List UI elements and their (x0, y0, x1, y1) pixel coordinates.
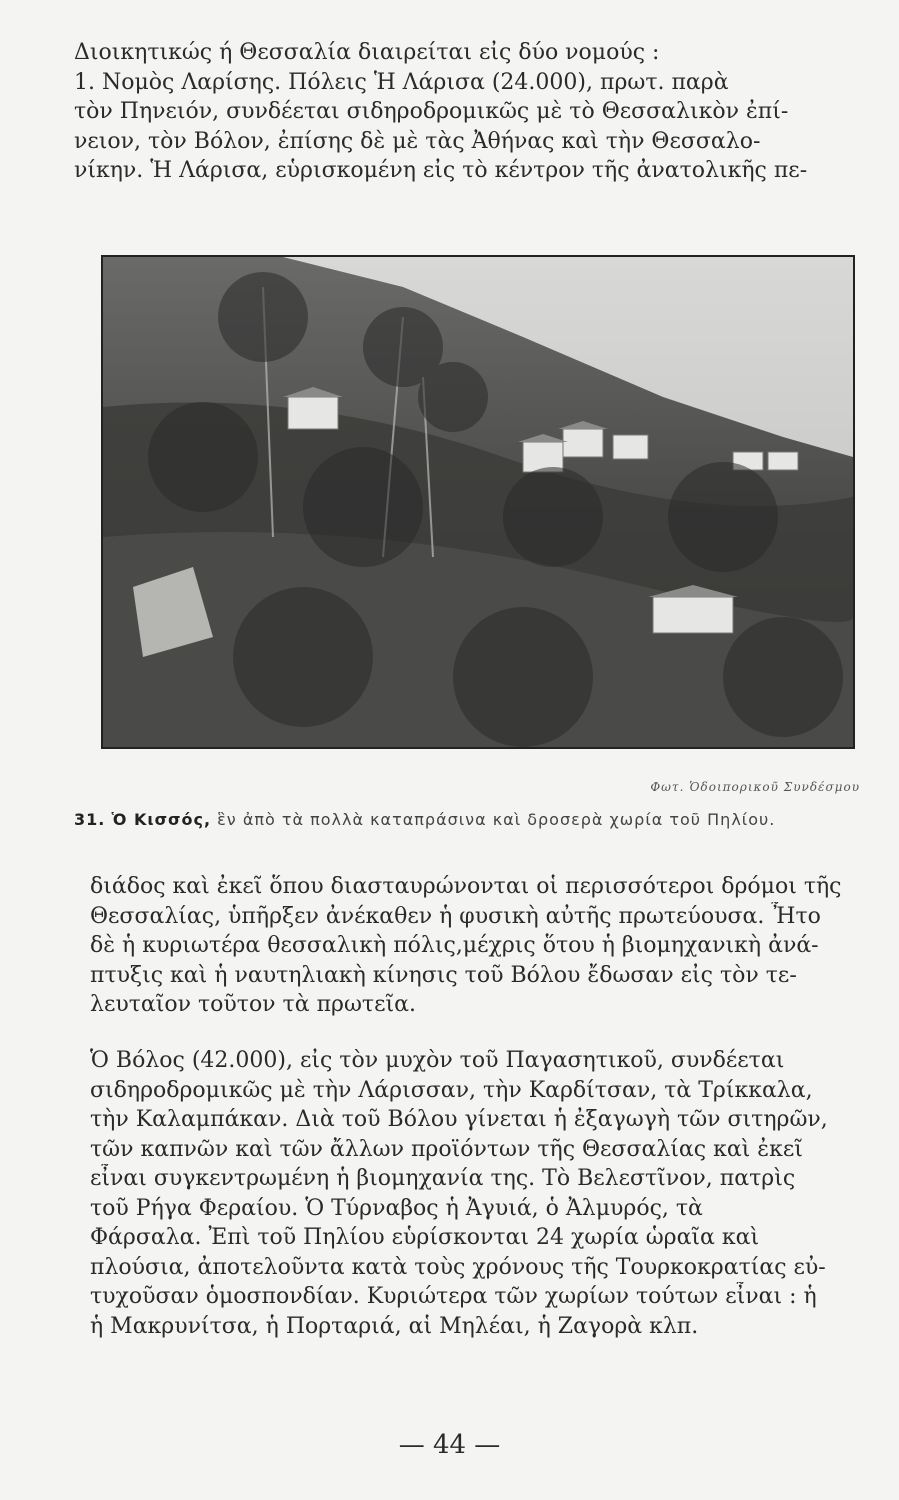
figure-number: 31. (74, 810, 106, 829)
text-line: Διοικητικώς ή Θεσσαλία διαιρείται εἰς δύο νομούς : (74, 40, 660, 65)
text-line: πλούσια, ἀποτελοῦντα κατὰ τοὺς χρόνους τῆς Τουρκοκρατίας εὐ- (90, 1254, 826, 1280)
photo-credit: Φωτ. Ὁδοιπορικοῦ Συνδέσμου (650, 780, 860, 794)
text-line: σιδηροδρομικῶς μὲ τὴν Λάρισσαν, τὴν Καρδίτσαν, τὰ Τρίκκαλα, (90, 1077, 813, 1103)
figure-text: ἓν ἀπὸ τὰ πολλὰ καταπράσινα καὶ δροσερὰ χωρία τοῦ Πηλίου. (217, 810, 776, 829)
text-line: Θεσσαλίας, ὑπῆρξεν ἀνέκαθεν ἡ φυσικὴ αὐτῆς πρωτεύουσα. Ἦτο (90, 903, 821, 929)
figure-title: Ὁ Κισσός, (111, 810, 212, 829)
text-line: δὲ ἡ κυριωτέρα θεσσαλικὴ πόλις,μέχρις ὅτου ἡ βιομηχανικὴ ἀνά- (90, 933, 819, 958)
text-line: εἶναι συγκεντρωμένη ἡ βιομηχανία της. Τὸ Βελεστῖνον, πατρὶς (90, 1166, 796, 1191)
figure-caption (74, 810, 864, 829)
text-line: νειον, τὸν Βόλον, ἐπίσης δὲ μὲ τὰς Ἀθήνας καὶ τὴν Θεσσαλο- (74, 128, 761, 154)
page-number: — 44 — (398, 1430, 501, 1460)
text-line: τοῦ Ρήγα Φεραίου. Ὁ Τύρναβος ἡ Ἀγυιά, ὁ Ἀλμυρός, τὰ (90, 1195, 703, 1221)
volos-paragraph (90, 1046, 848, 1341)
text-line: νίκην. Ἡ Λάρισα, εὑρισκομένη εἰς τὸ κέντρον τῆς ἀνατολικῆς πε- (74, 158, 808, 183)
text-line: διάδος καὶ ἐκεῖ ὅπου διασταυρώνονται οἱ περισσότεροι δρόμοι τῆς (90, 874, 842, 899)
village-photo (101, 255, 855, 749)
text-line: Φάρσαλα. Ἐπὶ τοῦ Πηλίου εὑρίσκονται 24 χωρία ὡραῖα καὶ (90, 1225, 760, 1250)
text-line: τὴν Καλαμπάκαν. Διὰ τοῦ Βόλου γίνεται ἡ ἐξαγωγὴ τῶν σιτηρῶν, (90, 1107, 828, 1132)
text-line: λευταῖον τοῦτον τὰ πρωτεῖα. (90, 992, 416, 1017)
intro-paragraph (74, 38, 854, 186)
text-line: τὸν Πηνειόν, συνδέεται σιδηροδρομικῶς μὲ τὸ Θεσσαλικὸν ἐπί- (74, 99, 789, 124)
text-line: τῶν καπνῶν καὶ τῶν ἄλλων προϊόντων τῆς Θεσσαλίας καὶ ἐκεῖ (90, 1136, 803, 1162)
photo-illustration (103, 257, 853, 747)
text-line: πτυξις καὶ ἡ ναυτηλιακὴ κίνησις τοῦ Βόλου ἔδωσαν εἰς τὸν τε- (90, 962, 797, 988)
text-line: ἡ Μακρυνίτσα, ἡ Πορταριά, αἱ Μηλέαι, ἡ Ζαγορὰ κλπ. (90, 1313, 699, 1339)
text-line: Ὁ Βόλος (42.000), εἰς τὸν μυχὸν τοῦ Παγασητικοῦ, συνδέεται (90, 1048, 785, 1073)
text-line: τυχοῦσαν ὁμοσπονδίαν. Κυριώτερα τῶν χωρίων τούτων εἶναι : ἡ (90, 1284, 817, 1309)
larisa-paragraph (90, 872, 848, 1020)
text-line: 1. Νομὸς Λαρίσης. Πόλεις Ἡ Λάρισα (24.000), πρωτ. παρὰ (74, 69, 729, 95)
